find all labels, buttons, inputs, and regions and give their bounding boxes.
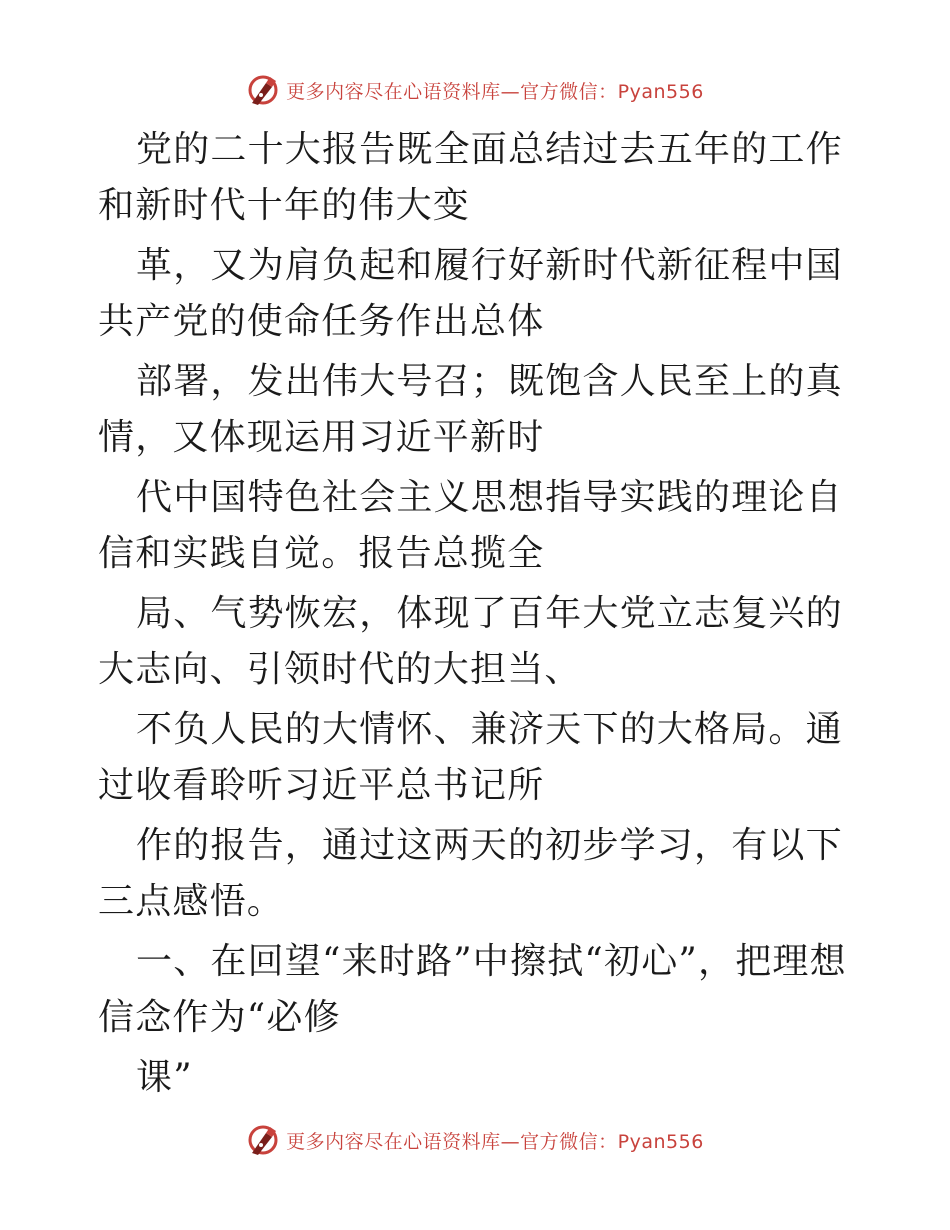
header-watermark (0, 70, 950, 110)
paragraph: 代中国特色社会主义思想指导实践的理论自信和实践自觉。报告总揽全 (98, 477, 843, 574)
paragraph: 作的报告，通过这两天的初步学习，有以下三点感悟。 (98, 825, 843, 922)
document-body (98, 122, 858, 1106)
paragraph: 局、气势恢宏，体现了百年大党立志复兴的大志向、引领时代的大担当、 (98, 593, 843, 690)
pen-nib-circle-logo-icon (246, 73, 280, 107)
watermark-text: 更多内容尽在心语资料库—官方微信：Pyan556 (286, 1130, 704, 1153)
section-heading: 一、在回望“来时路”中擦拭“初心”，把理想信念作为“必修 (98, 941, 847, 1038)
paragraph: 部署，发出伟大号召；既饱含人民至上的真情，又体现运用习近平新时 (98, 361, 843, 458)
watermark-text: 更多内容尽在心语资料库—官方微信：Pyan556 (286, 80, 704, 103)
paragraph: 不负人民的大情怀、兼济天下的大格局。通过收看聆听习近平总书记所 (98, 709, 843, 806)
paragraph: 革，又为肩负起和履行好新时代新征程中国共产党的使命任务作出总体 (98, 245, 843, 342)
paragraph: 党的二十大报告既全面总结过去五年的工作和新时代十年的伟大变 (98, 129, 843, 226)
paragraph: 课” (136, 1057, 193, 1098)
pen-nib-circle-logo-icon (246, 1123, 280, 1157)
footer-watermark (0, 1120, 950, 1160)
